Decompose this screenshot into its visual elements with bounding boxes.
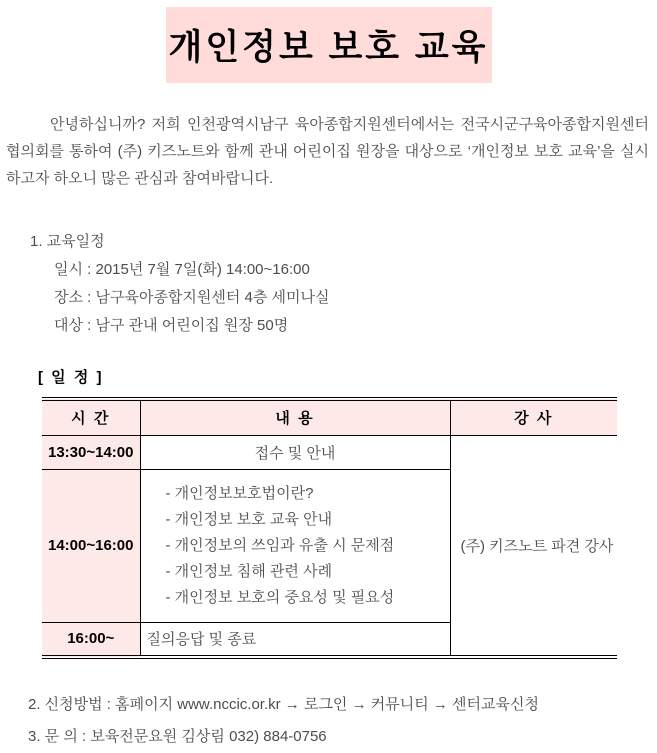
- instructor-cell: (주) 키즈노트 파견 강사: [450, 435, 617, 657]
- intro-paragraph: 안녕하십니까? 저희 인천광역시남구 육아종합지원센터에서는 전국시군구육아종합지원센터 협의회를 통하여 (주) 키즈노트와 함께 관내 어린이집 원장을 대상으로 ‘개인정보 보호 교육’을 실시 하고자 하오니 많은 관심과 참여바랍니다.: [6, 116, 649, 187]
- content-line: - 개인정보 보호 교육 안내: [165, 510, 333, 528]
- content-line: - 개인정보의 쓰임과 유출 시 문제점: [165, 536, 395, 554]
- title-banner: [166, 7, 492, 83]
- page-title: 개인정보 보호 교육: [168, 28, 489, 67]
- content-cell: 접수 및 안내: [140, 435, 450, 469]
- content-cell: 질의응답 및 종료: [140, 622, 450, 657]
- time-cell: 16:00~: [42, 622, 140, 657]
- content-line: - 개인정보 침해 관련 사례: [165, 562, 333, 580]
- schedule-section: [30, 228, 657, 340]
- content-line: - 개인정보보호법이란?: [165, 484, 314, 502]
- time-cell: 13:30~14:00: [42, 435, 140, 469]
- content-line: - 개인정보 보호의 중요성 및 필요성: [165, 588, 395, 606]
- col-header-time: 시 간: [42, 399, 140, 435]
- footer-line-application: 2. 신청방법 : 홈페이지 www.nccic.or.kr → 로그인 → 커뮤니티 → 센터교육신청: [28, 696, 539, 713]
- col-header-instructor: 강 사: [450, 399, 617, 435]
- content-cell: [140, 469, 450, 622]
- col-header-content: 내 용: [140, 399, 450, 435]
- table-header-row: [42, 399, 617, 435]
- footer-line-contact: 3. 문 의 : 보육전문요원 김상림 032) 884-0756: [28, 728, 327, 745]
- schedule-item-date: 일시 : 2015년 7월 7일(화) 14:00~16:00: [54, 261, 310, 278]
- schedule-item-place: 장소 : 남구육아종합지원센터 4층 세미나실: [54, 289, 330, 306]
- document-page: [0, 7, 657, 745]
- footer: [28, 689, 657, 753]
- time-cell: 14:00~16:00: [42, 469, 140, 622]
- table-row: [42, 435, 617, 469]
- schedule-item-target: 대상 : 남구 관내 어린이집 원장 50명: [54, 317, 289, 334]
- table-label: [ 일 정 ]: [38, 369, 104, 386]
- schedule-table: [42, 397, 617, 659]
- section-heading: 1. 교육일정: [30, 233, 105, 250]
